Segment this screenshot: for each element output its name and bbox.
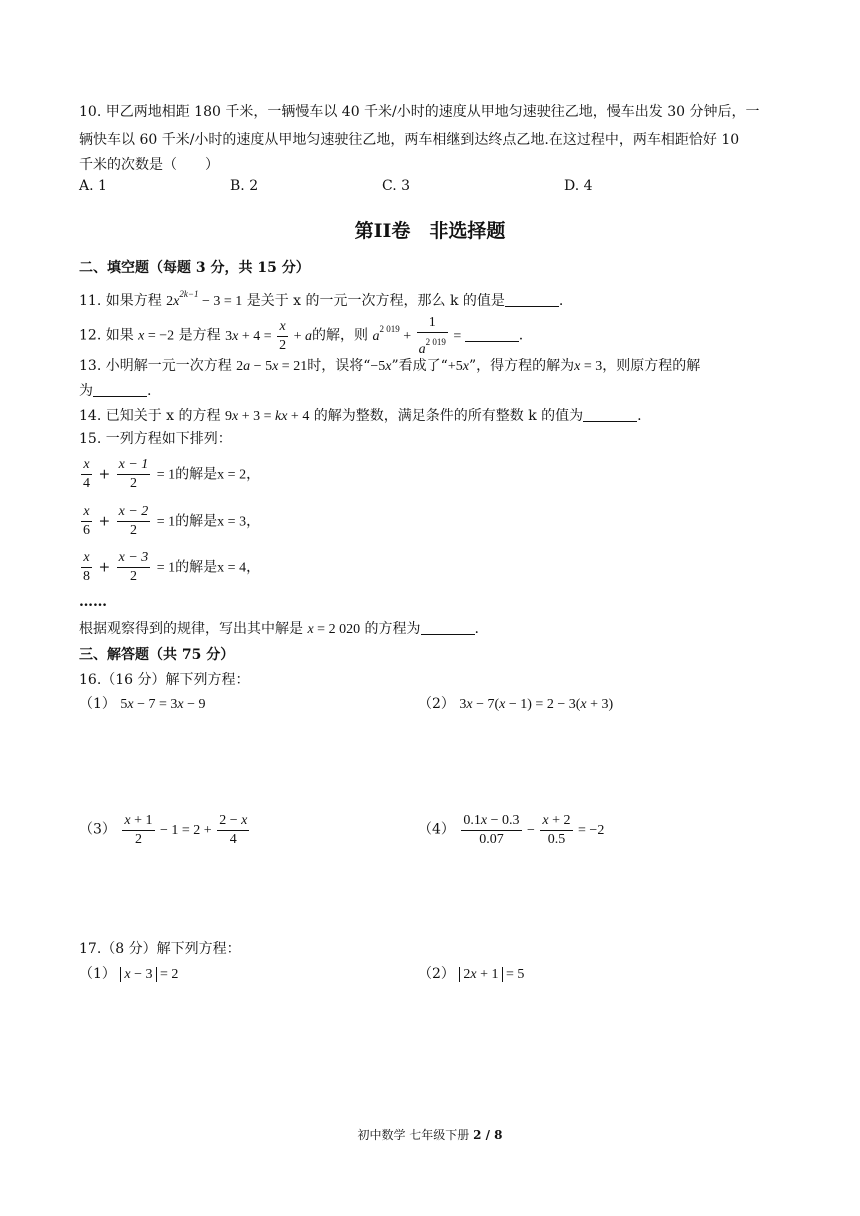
q16-part2-equation: 3x − 7(x − 1) = 2 − 3(x + 3) bbox=[459, 697, 614, 712]
q17-part2-label: （2） bbox=[418, 966, 455, 982]
q16-part2 bbox=[418, 694, 613, 715]
q16-part3-equation: $\frac{x + 1}{2}$ − 1 = 2 + $\frac{2 - x}{4}$ bbox=[124, 813, 248, 847]
q15-ellipsis: …… bbox=[79, 594, 107, 610]
solve-heading: 三、解答题（共 75 分） bbox=[79, 647, 235, 663]
q15-row1-den: 4 bbox=[83, 476, 90, 491]
q15-row2-den: 6 bbox=[83, 523, 90, 538]
q10-option-a: A. 1 bbox=[79, 178, 107, 194]
q15-conclusion: 根据观察得到的规律，写出其中解是 x = 2 020 的方程为 . bbox=[79, 621, 479, 637]
q14-equation: 9x + 3 = kx + 4 bbox=[224, 409, 310, 424]
q17-part1 bbox=[79, 964, 178, 985]
q13-suffix: ，则原方程的解 bbox=[602, 358, 701, 374]
section-title: 第II卷 非选择题 bbox=[354, 220, 506, 242]
q13-solution: x = 3 bbox=[574, 359, 603, 374]
q12-mid: 是方程 bbox=[178, 327, 221, 344]
q11-equation: $2x^{2k-1} - 3 = 1$ bbox=[166, 289, 243, 309]
q13-mid2: ”看成了“ bbox=[391, 358, 448, 374]
q14-answer-blank bbox=[583, 407, 637, 422]
q12: 12. 如果 x = −2 是方程 3x + 4 = $\frac{x}{2}$ + a的解，则 $a^{2 019}$ + $\frac{1}{a^{2 019}}$ = . bbox=[79, 315, 524, 357]
q13-term-a: −5x bbox=[370, 359, 392, 374]
q16-part1 bbox=[79, 694, 206, 715]
q11-suffix: 是关于 x 的一元一次方程，那么 k 的值是 bbox=[246, 293, 505, 309]
q15-row: $\frac{x}{4}$ + $\frac{x - 1}{2}$ = 1的解是x = 2， bbox=[83, 457, 261, 491]
q14-suffix: 的解为整数，满足条件的所有整数 k 的值为 bbox=[313, 408, 584, 424]
q15-row3-solution: x = 4 bbox=[217, 560, 247, 576]
q15-row-text: 的解是 bbox=[175, 559, 218, 576]
q15-row: $\frac{x}{6}$ + $\frac{x - 2}{2}$ = 1的解是x = 3， bbox=[83, 504, 261, 538]
q13-term-b: +5x bbox=[447, 359, 469, 374]
q15-target-solution: x = 2 020 bbox=[307, 622, 361, 637]
q16-part2-label: （2） bbox=[418, 696, 455, 712]
q10-option-d: D. 4 bbox=[564, 178, 593, 194]
q15-row2-solution: x = 3 bbox=[217, 514, 247, 530]
q16-part4-equation: $\frac{0.1x - 0.3}{0.07}$ − $\frac{x + 2}{0.5}$ = −2 bbox=[463, 813, 605, 847]
q13-line2-text: 为 bbox=[79, 383, 93, 399]
q13-prefix: 13. 小明解一元一次方程 bbox=[79, 358, 232, 374]
q15-row: $\frac{x}{8}$ + $\frac{x - 3}{2}$ = 1的解是x = 4， bbox=[83, 550, 261, 584]
q12-value: x = −2 bbox=[138, 328, 175, 344]
q17-part2 bbox=[418, 964, 524, 985]
q12-answer-blank bbox=[465, 327, 519, 342]
q13-mid: 时，误将“ bbox=[307, 358, 371, 374]
footer-subject: 初中数学 七年级下册 bbox=[357, 1128, 474, 1142]
footer-page-number: 2 / 8 bbox=[473, 1128, 503, 1142]
q16-part3 bbox=[79, 812, 251, 849]
q17-part2-equation: 2x + 1 = 5 bbox=[459, 967, 524, 982]
q12-prefix: 12. 如果 bbox=[79, 327, 134, 344]
q16-part4 bbox=[418, 812, 604, 849]
page-footer bbox=[0, 1126, 860, 1143]
q13-answer-blank bbox=[93, 382, 147, 397]
q17-title: 17.（8 分）解下列方程： bbox=[79, 941, 241, 957]
q15-row1-num: x − 1 bbox=[117, 456, 151, 475]
q15-answer-blank bbox=[421, 620, 475, 635]
q16-part3-label: （3） bbox=[79, 821, 116, 838]
q15-row1-solution: x = 2 bbox=[217, 467, 247, 483]
q10-option-b: B. 2 bbox=[230, 178, 259, 194]
q15-row-text: 的解是 bbox=[175, 513, 218, 530]
q14-prefix: 14. 已知关于 x 的方程 bbox=[79, 408, 221, 424]
q15-conclusion-prefix: 根据观察得到的规律，写出其中解是 bbox=[79, 621, 303, 637]
q17-part1-equation: x − 3 = 2 bbox=[120, 967, 178, 982]
q16-part1-label: （1） bbox=[79, 696, 116, 712]
q15-row3-den: 8 bbox=[83, 569, 90, 584]
q12-equation: 3x + 4 = $\frac{x}{2}$ + a bbox=[225, 319, 313, 353]
q16-title: 16.（16 分）解下列方程： bbox=[79, 672, 250, 688]
fill-heading: 二、填空题（每题 3 分，共 15 分） bbox=[79, 260, 310, 276]
q16-part4-label: （4） bbox=[418, 821, 455, 838]
q13-line2: 为 . bbox=[79, 383, 152, 399]
q12-expression: $a^{2 019}$ + $\frac{1}{a^{2 019}}$ = bbox=[372, 315, 465, 357]
q15-row2-num: x − 2 bbox=[117, 503, 151, 522]
q10-line2: 辆快车以 60 千米/小时的速度从甲地匀速驶往乙地，两车相继到达终点乙地.在这过程中，两车相距恰好 10 bbox=[79, 132, 740, 148]
q10-line3: 千米的次数是（ ） bbox=[79, 157, 219, 173]
q15-intro: 15. 一列方程如下排列： bbox=[79, 431, 232, 447]
q16-part1-equation: 5x − 7 = 3x − 9 bbox=[120, 697, 206, 712]
q14: 14. 已知关于 x 的方程 9x + 3 = kx + 4 的解为整数，满足条件的所有整数 k 的值为 . bbox=[79, 408, 642, 424]
q10-option-c: C. 3 bbox=[382, 178, 411, 194]
q10-line1: 10. 甲乙两地相距 180 千米，一辆慢车以 40 千米/小时的速度从甲地匀速驶往乙地，慢车出发 30 分钟后，一 bbox=[79, 104, 760, 120]
q15-row-text: 的解是 bbox=[175, 466, 218, 483]
q12-suffix: 的解，则 bbox=[312, 327, 369, 344]
q15-conclusion-suffix: 的方程为 bbox=[364, 621, 421, 637]
q11-prefix: 11. 如果方程 bbox=[79, 293, 162, 309]
q11: 11. 如果方程 $2x^{2k-1} - 3 = 1$ 是关于 x 的一元一次方程，那么 k 的值是 . bbox=[79, 289, 564, 309]
q15-row3-num: x − 3 bbox=[117, 549, 151, 568]
q11-answer-blank bbox=[505, 292, 559, 307]
q13-line1 bbox=[79, 356, 700, 377]
q13-equation: 2a − 5x = 21 bbox=[236, 359, 308, 374]
q13-mid3: ”，得方程的解为 bbox=[468, 358, 575, 374]
q17-part1-label: （1） bbox=[79, 966, 116, 982]
